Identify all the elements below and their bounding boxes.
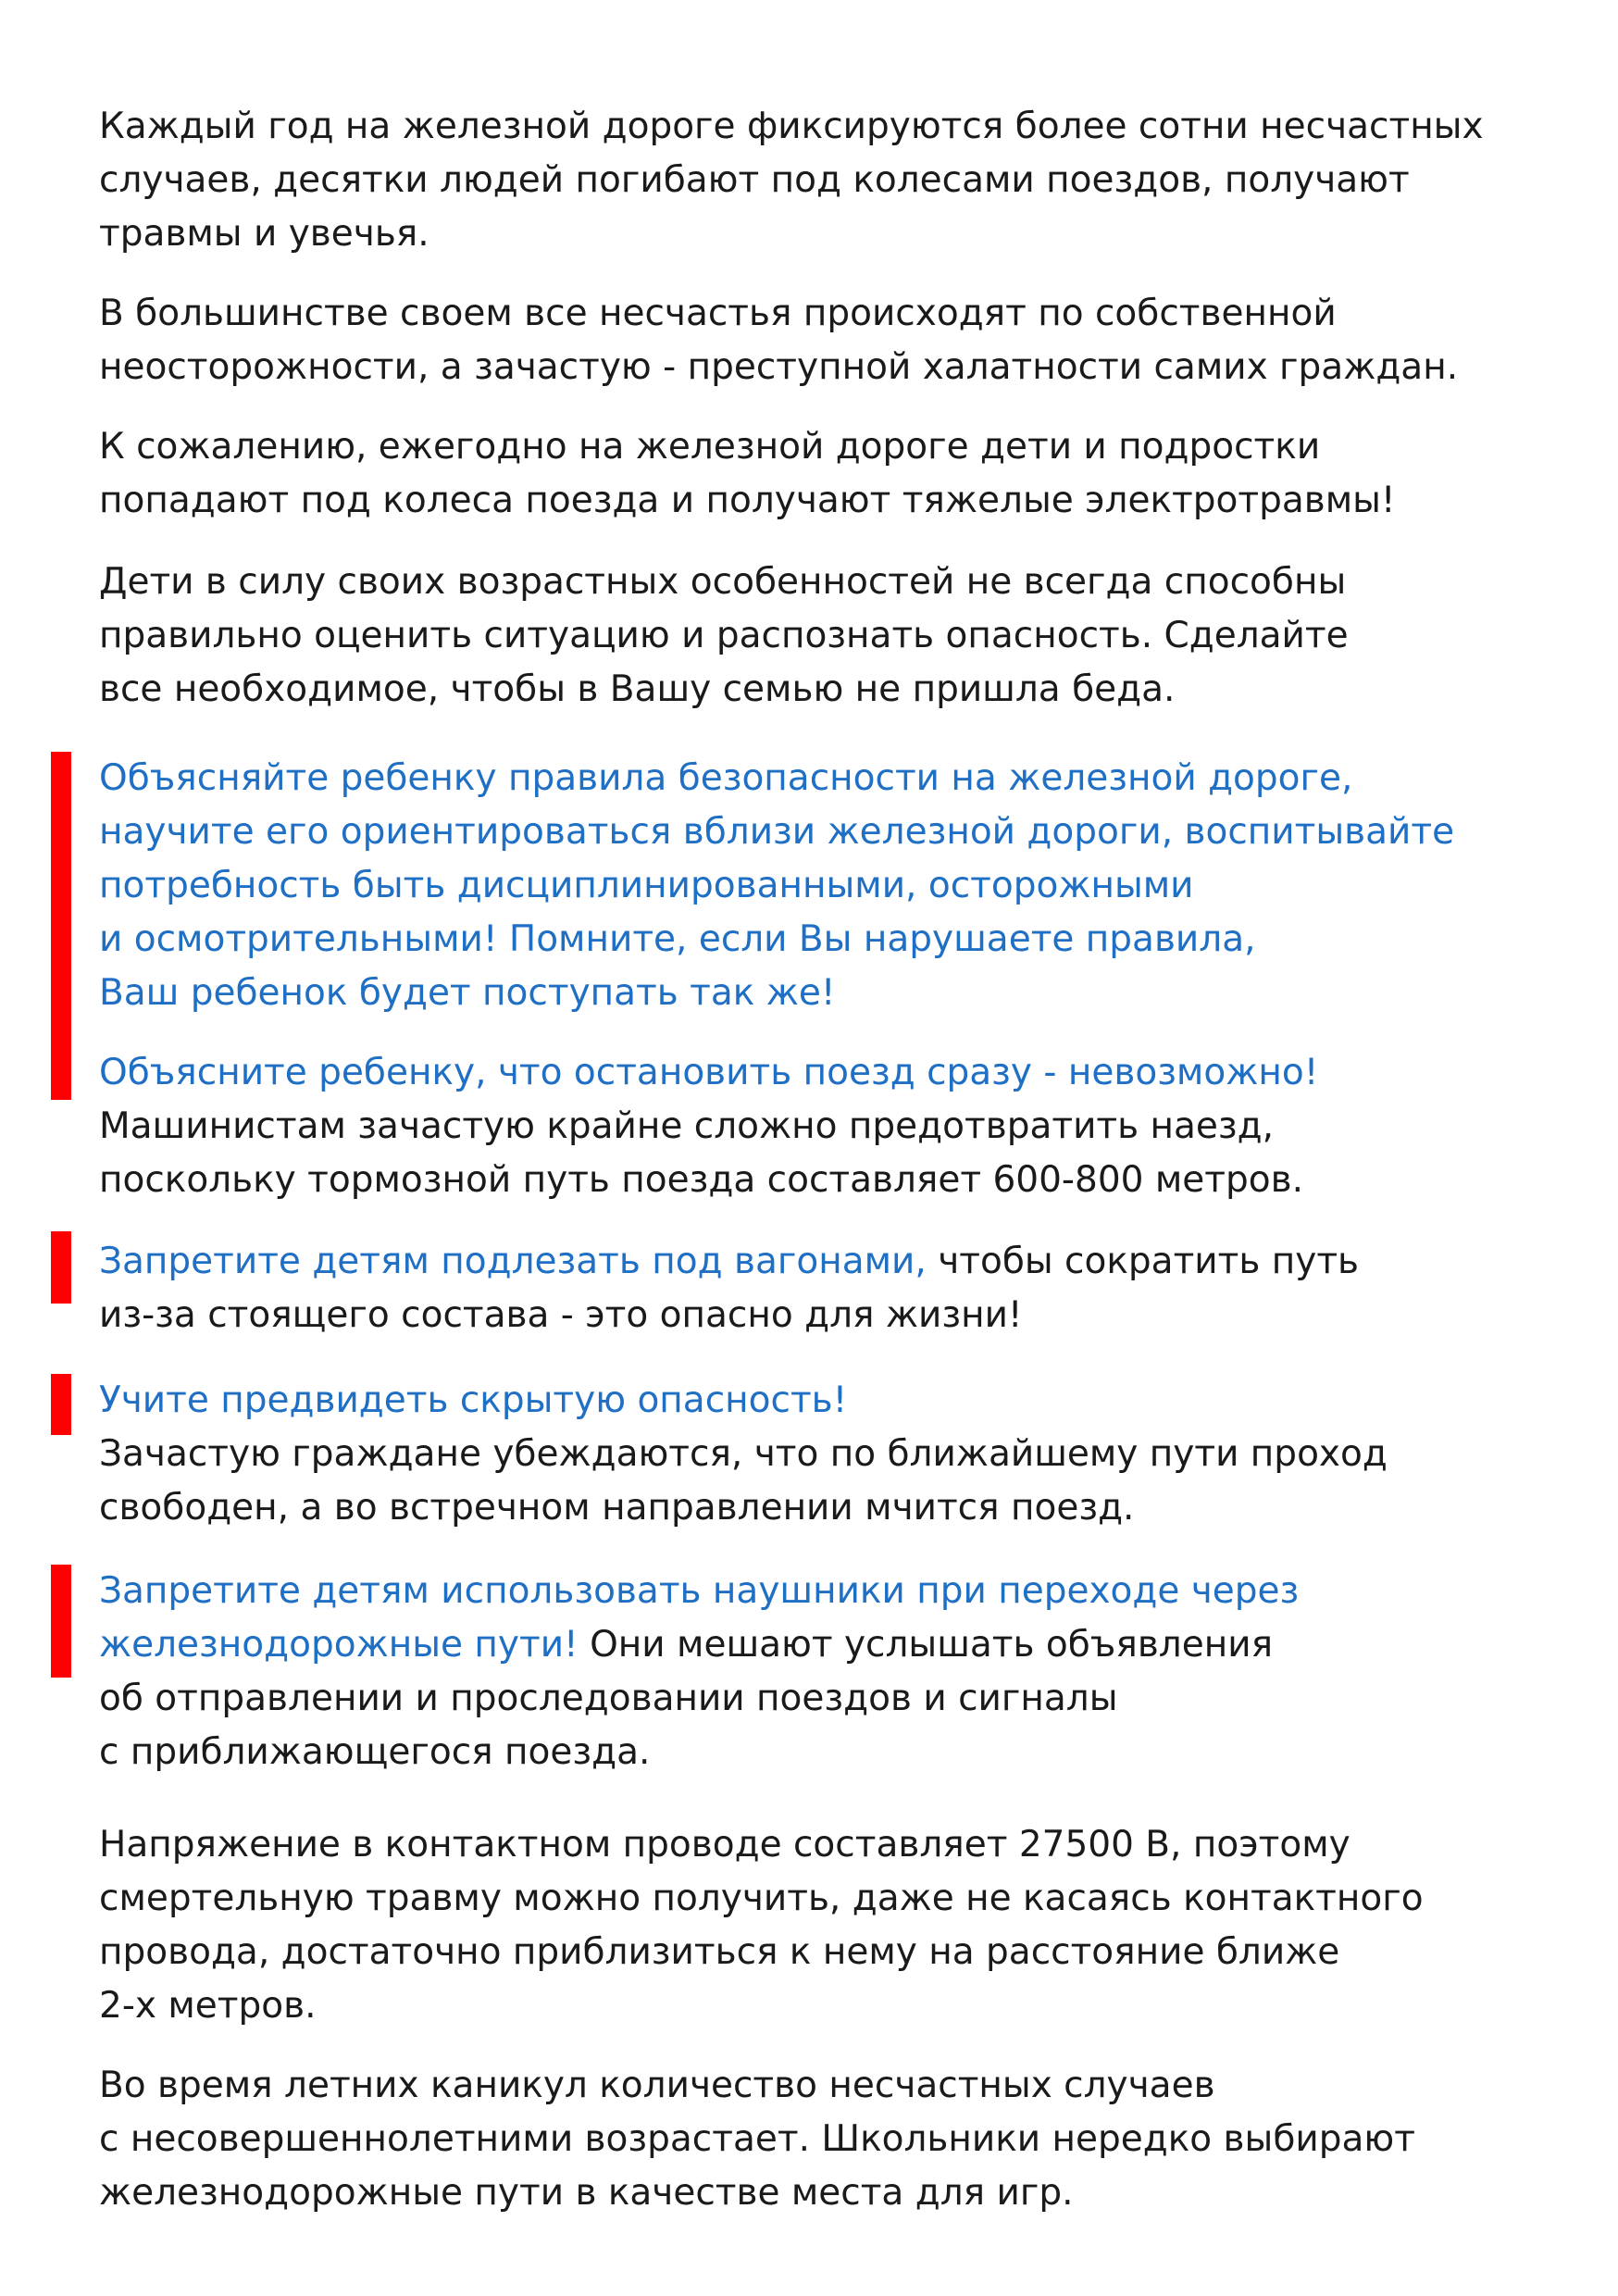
text-line: Объясняйте ребенку правила безопасности на железной дороге,: [99, 757, 1353, 799]
red-marker-bar: [51, 1565, 71, 1678]
text-line: смертельную травму можно получить, даже не касаясь контактного: [99, 1878, 1424, 1919]
red-marker-bar: [51, 1374, 71, 1435]
text-line: К сожалению, ежегодно на железной дороге дети и подростки: [99, 426, 1321, 468]
text-line: Машинистам зачастую крайне сложно предотвратить наезд,: [99, 1105, 1275, 1147]
text-span: чтобы сократить путь: [926, 1241, 1360, 1282]
highlight-line: Запретите детям использовать наушники при переходе через: [99, 1570, 1300, 1612]
text-line: В большинстве своем все несчастья происходят по собственной: [99, 293, 1337, 334]
paragraph-explain-rules: [99, 752, 1580, 1020]
paragraph-braking-distance: [99, 1046, 1580, 1207]
text-line: с несовершеннолетними возрастает. Школьники нередко выбирают: [99, 2118, 1415, 2160]
text-line: Зачастую граждане убеждаются, что по ближайшему пути проход: [99, 1433, 1388, 1475]
text-line: все необходимое, чтобы в Вашу семью не пришла беда.: [99, 668, 1176, 710]
text-line: неосторожности, а зачастую - преступной халатности самих граждан.: [99, 346, 1459, 388]
paragraph-summer-holidays: [99, 2059, 1580, 2220]
text-line: травмы и увечья.: [99, 213, 429, 255]
text-line: Дети в силу своих возрастных особенностей не всегда способны: [99, 561, 1347, 603]
highlight-line: Объясните ребенку, что остановить поезд сразу - невозможно!: [99, 1052, 1319, 1093]
paragraph-accident-stats: [99, 100, 1580, 261]
red-marker-bar: [51, 1231, 71, 1304]
text-line: попадают под колеса поезда и получают тяжелые электротравмы!: [99, 480, 1396, 521]
paragraph-carelessness: [99, 287, 1580, 394]
highlight-line: Учите предвидеть скрытую опасность!: [99, 1379, 848, 1421]
text-line: правильно оценить ситуацию и распознать опасность. Сделайте: [99, 615, 1349, 656]
text-line: Ваш ребенок будет поступать так же!: [99, 972, 836, 1014]
text-line: Во время летних каникул количество несчастных случаев: [99, 2065, 1215, 2106]
text-line: 2-х метров.: [99, 1985, 317, 2027]
text-line: потребность быть дисциплинированными, осторожными: [99, 865, 1194, 906]
text-line: провода, достаточно приблизиться к нему на расстояние ближе: [99, 1931, 1340, 1973]
highlight-text: железнодорожные пути!: [99, 1624, 579, 1666]
text-line: научите его ориентироваться вблизи железной дороги, воспитывайте: [99, 811, 1455, 853]
text-line: поскольку тормозной путь поезда составляет 600-800 метров.: [99, 1159, 1303, 1201]
text-line: об отправлении и проследовании поездов и сигналы: [99, 1678, 1118, 1719]
text-line: Каждый год на железной дороге фиксируются более сотни несчастных: [99, 106, 1484, 147]
text-line: свободен, а во встречном направлении мчится поезд.: [99, 1487, 1135, 1529]
paragraph-under-wagons: [99, 1235, 1580, 1342]
red-marker-bar: [51, 752, 71, 1100]
text-line: случаев, десятки людей погибают под колесами поездов, получают: [99, 159, 1410, 201]
text-span: Они мешают услышать объявления: [578, 1624, 1274, 1666]
text-line: железнодорожные пути в качестве места для игр.: [99, 2172, 1074, 2214]
highlight-text: Запретите детям подлезать под вагонами,: [99, 1241, 927, 1282]
mixed-line: [99, 1618, 1580, 1672]
text-line: Напряжение в контактном проводе составляет 27500 В, поэтому: [99, 1824, 1350, 1866]
paragraph-headphones: [99, 1565, 1580, 1779]
text-line: и осмотрительными! Помните, если Вы нарушаете правила,: [99, 918, 1256, 960]
paragraph-hidden-danger: [99, 1374, 1580, 1535]
mixed-line: [99, 1235, 1580, 1289]
text-line: с приближающегося поезда.: [99, 1731, 651, 1773]
paragraph-contact-wire-voltage: [99, 1818, 1580, 2033]
paragraph-children-injuries: [99, 420, 1580, 528]
paragraph-children-age: [99, 555, 1580, 717]
text-line: из-за стоящего состава - это опасно для жизни!: [99, 1294, 1023, 1336]
